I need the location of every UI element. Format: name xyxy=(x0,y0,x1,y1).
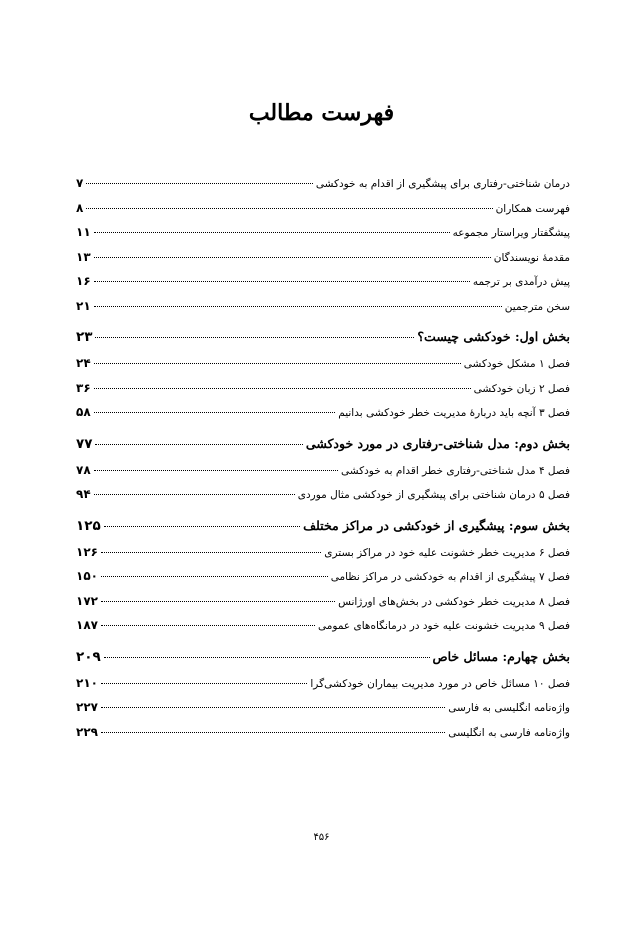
dot-leader xyxy=(101,683,307,684)
toc-entry-title: پیشگفتار ویراستار مجموعه xyxy=(452,227,570,239)
toc-entry-title: فصل ۵ درمان شناختی برای پیشگیری از خودکشی مثال موردی xyxy=(297,489,570,501)
dot-leader xyxy=(104,657,430,658)
toc-entry-title: بخش سوم: پیشگیری از خودکشی در مراکز مختلف xyxy=(303,517,570,533)
toc-entry xyxy=(76,356,570,381)
dot-leader xyxy=(101,732,445,733)
toc-entry-page: ۷۷ xyxy=(76,435,93,452)
toc-entry xyxy=(76,569,570,594)
toc-section-entry xyxy=(76,518,570,545)
toc-entry-page: ۲۲۷ xyxy=(76,700,98,714)
toc-entry-page: ۹۴ xyxy=(76,487,91,501)
dot-leader xyxy=(101,707,445,708)
toc-entry xyxy=(76,463,570,488)
toc-entry xyxy=(76,176,570,201)
dot-leader xyxy=(104,526,300,527)
toc-entry xyxy=(76,618,570,643)
toc-entry-page: ۲۴ xyxy=(76,356,91,370)
dot-leader xyxy=(94,412,336,413)
toc-entry-page: ۱۸۷ xyxy=(76,618,98,632)
toc-entry-title: فصل ۱۰ مسائل خاص در مورد مدیریت بیماران خودکشی‌گرا xyxy=(310,677,570,690)
toc-entry xyxy=(76,487,570,512)
toc-entry xyxy=(76,201,570,226)
toc-entry xyxy=(76,725,570,750)
dot-leader xyxy=(101,601,335,602)
toc-entry-title: فصل ۲ زبان خودکشی xyxy=(473,382,570,395)
toc-entry-page: ۱۶ xyxy=(76,274,91,288)
toc-entry-title: فصل ۱ مشکل خودکشی xyxy=(463,358,570,370)
toc-entry xyxy=(76,299,570,324)
dot-leader xyxy=(94,232,450,233)
toc-section-entry xyxy=(76,329,570,356)
toc-entry-title: فصل ۷ پیشگیری از اقدام به خودکشی در مراکز نظامی xyxy=(330,571,570,583)
toc-entry-page: ۸ xyxy=(76,200,84,215)
dot-leader xyxy=(94,470,338,471)
dot-leader xyxy=(101,625,315,626)
toc-entry-title: واژه‌نامه فارسی به انگلیسی xyxy=(448,726,570,739)
toc-entry-title: بخش اول: خودکشی چیست؟ xyxy=(417,329,570,344)
toc-section-entry xyxy=(76,436,570,463)
toc-section-entry xyxy=(76,649,570,676)
toc-entry-page: ۱۱ xyxy=(76,225,91,239)
dot-leader xyxy=(94,257,491,258)
toc-entry-title: درمان شناختی-رفتاری برای پیشگیری از اقدام به خودکشی xyxy=(315,178,570,190)
page-title: فهرست مطالب xyxy=(248,100,395,126)
toc-entry-page: ۲۲۹ xyxy=(76,724,98,739)
toc-entry-page: ۲۱ xyxy=(76,298,91,313)
toc-entry-page: ۵۸ xyxy=(76,405,91,419)
toc-entry-page: ۱۵۰ xyxy=(76,569,98,583)
toc-entry xyxy=(76,700,570,725)
toc-entry-page: ۷۸ xyxy=(76,462,91,477)
dot-leader xyxy=(95,337,414,338)
footer-page-number: ۴۵۶ xyxy=(313,832,330,843)
toc-entry-title: بخش دوم: مدل شناختی-رفتاری در مورد خودکشی xyxy=(305,435,570,451)
dot-leader xyxy=(94,363,461,364)
toc-entry xyxy=(76,225,570,250)
toc-entry-page: ۲۳ xyxy=(76,329,93,345)
toc-entry-page: ۱۲۶ xyxy=(76,544,98,559)
dot-leader xyxy=(94,388,471,389)
toc-entry xyxy=(76,405,570,430)
toc-entry-page: ۲۱۰ xyxy=(76,675,98,690)
toc-entry-title: واژه‌نامه انگلیسی به فارسی xyxy=(448,702,570,714)
toc-entry-title: فصل ۶ مدیریت خطر خشونت علیه خود در مراکز بستری xyxy=(324,546,570,559)
toc-entry-title: فصل ۹ مدیریت خشونت علیه خود در درمانگاه‌های عمومی xyxy=(318,620,570,632)
toc-entry-title: فصل ۴ مدل شناختی-رفتاری خطر اقدام به خودکشی xyxy=(341,464,570,477)
toc-entry xyxy=(76,545,570,570)
table-of-contents xyxy=(76,176,570,749)
toc-entry-title: فصل ۳ آنچه باید دربارهٔ مدیریت خطر خودکشی بدانیم xyxy=(338,407,570,419)
toc-entry-page: ۱۲۵ xyxy=(76,517,101,534)
toc-entry-title: بخش چهارم: مسائل خاص xyxy=(432,648,570,664)
toc-entry-title: فهرست همکاران xyxy=(495,202,570,215)
toc-entry-page: ۱۳ xyxy=(76,249,91,264)
toc-entry xyxy=(76,381,570,406)
dot-leader xyxy=(86,208,492,209)
dot-leader xyxy=(86,183,313,184)
dot-leader xyxy=(101,576,328,577)
toc-entry-title: سخن مترجمین xyxy=(504,300,570,313)
toc-entry-page: ۲۰۹ xyxy=(76,648,101,665)
toc-entry-title: فصل ۸ مدیریت خطر خودکشی در بخش‌های اورژانس xyxy=(338,595,570,608)
dot-leader xyxy=(94,281,470,282)
toc-entry xyxy=(76,594,570,619)
toc-entry-title: پیش درآمدی بر ترجمه xyxy=(472,276,570,288)
toc-entry xyxy=(76,250,570,275)
dot-leader xyxy=(94,306,502,307)
dot-leader xyxy=(95,444,302,445)
toc-entry-page: ۳۶ xyxy=(76,380,91,395)
dot-leader xyxy=(94,494,295,495)
toc-entry-title: مقدمهٔ نویسندگان xyxy=(493,251,570,264)
toc-entry-page: ۱۷۲ xyxy=(76,593,98,608)
toc-entry-page: ۷ xyxy=(76,176,84,190)
toc-entry xyxy=(76,274,570,299)
dot-leader xyxy=(101,552,321,553)
toc-entry xyxy=(76,676,570,701)
